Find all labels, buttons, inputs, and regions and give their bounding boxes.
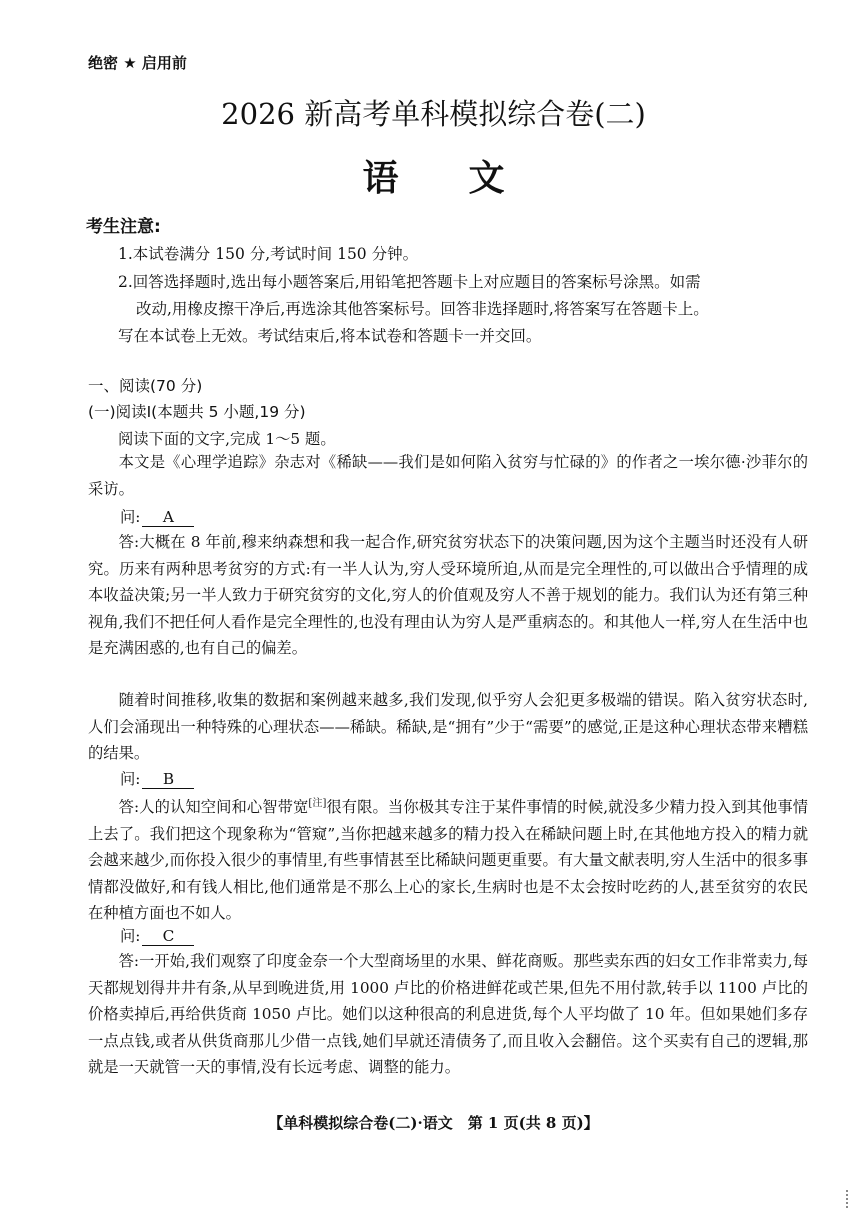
question-b <box>120 767 194 789</box>
question-c-label: C <box>142 927 194 946</box>
answer-c-paragraph: 答:一开始,我们观察了印度金奈一个大型商场里的水果、鲜花商贩。那些卖东西的妇女工作非常卖力,每天都规划得井井有条,从早到晚进货,用 1000 卢比的价格进鲜花或芒果,但先不用付款,转手以 1100 卢比的价格卖掉后,再给供货商 1050 卢比。她们以这种很高的利息进货,每个人平均做了 10 年。但如果她们多存一点点钱,或者从供货商那儿少借一点钱,她们早就还清债务了,而且收入会翻倍。这个买卖有自己的逻辑,那就是一天就管一天的事情,没有长远考虑、调整的能力。 <box>88 952 808 1076</box>
answer-a-paragraph-2: 随着时间推移,收集的数据和案例越来越多,我们发现,似乎穷人会犯更多极端的错误。陷入贫穷状态时,人们会涌现出一种特殊的心理状态——稀缺。稀缺,是“拥有”少于“需要”的感觉,正是这种心理状态带来糟糕的结果。 <box>88 691 808 762</box>
question-a <box>120 505 194 527</box>
scan-edge-mark <box>846 1190 850 1208</box>
page-footer: 【单科模拟综合卷(二)·语文 第 1 页(共 8 页)】 <box>268 1114 599 1132</box>
reading-instruction: 阅读下面的文字,完成 1～5 题。 <box>118 430 336 448</box>
notice-heading: 考生注意: <box>86 217 161 237</box>
section-heading: 一、阅读(70 分) <box>88 377 203 395</box>
subject-title: 语文 <box>362 157 575 199</box>
notice-item-2-line-2: 改动,用橡皮擦干净后,再选涂其他答案标号。回答非选择题时,将答案写在答题卡上。 <box>136 300 709 318</box>
question-a-label: A <box>142 508 194 527</box>
answer-b-paragraph <box>88 791 808 927</box>
notice-item-2-line-1: 2.回答选择题时,选出每小题答案后,用铅笔把答题卡上对应题目的答案标号涂黑。如需 <box>118 273 701 291</box>
question-prefix: 问: <box>120 927 141 945</box>
answer-b-text-start: 答:人的认知空间和心智带宽 <box>118 798 309 817</box>
answer-b-text-rest: 很有限。当你极其专注于某件事情的时候,就没多少精力投入到其他事情上去了。我们把这个现象称为“管窥”,当你把越来越多的精力投入在稀缺问题上时,在其他地方投入的精力就会越来越少,而你投入很少的事情里,有些事情甚至比稀缺问题更重要。有大量文献表明,穷人生活中的很多事情都没做好,和有钱人相比,他们通常是不那么上心的家长,生病时也是不太会按时吃药的人,甚至贫穷的农民在种植方面也不如人。 <box>88 798 808 923</box>
question-b-label: B <box>142 770 194 789</box>
exam-title: 2026 新高考单科模拟综合卷(二) <box>221 97 646 131</box>
confidential-label: 绝密 ★ 启用前 <box>88 54 187 72</box>
notice-item-1: 1.本试卷满分 150 分,考试时间 150 分钟。 <box>118 245 419 263</box>
question-prefix: 问: <box>120 508 141 526</box>
question-c <box>120 924 194 946</box>
footnote-marker: [注] <box>308 798 327 809</box>
subsection-heading: (一)阅读Ⅰ(本题共 5 小题,19 分) <box>88 403 306 421</box>
notice-item-2-line-3: 写在本试卷上无效。考试结束后,将本试卷和答题卡一并交回。 <box>118 327 542 345</box>
answer-a-paragraph-1: 答:大概在 8 年前,穆来纳森想和我一起合作,研究贫穷状态下的决策问题,因为这个主题当时还没有人研究。历来有两种思考贫穷的方式:有一半人认为,穷人受环境所迫,从而是完全理性的,可以做出合乎情理的成本收益决策;另一半人致力于研究贫穷的文化,穷人的价值观及穷人不善于规划的能力。我们认为还有第三种视角,我们不把任何人看作是完全理性的,也没有理由认为穷人是严重病态的。和其他人一样,穷人在生活中也是充满困惑的,也有自己的偏差。 <box>88 533 808 657</box>
intro-paragraph: 本文是《心理学追踪》杂志对《稀缺——我们是如何陷入贫穷与忙碌的》的作者之一埃尔德·沙菲尔的采访。 <box>88 453 808 498</box>
question-prefix: 问: <box>120 770 141 788</box>
